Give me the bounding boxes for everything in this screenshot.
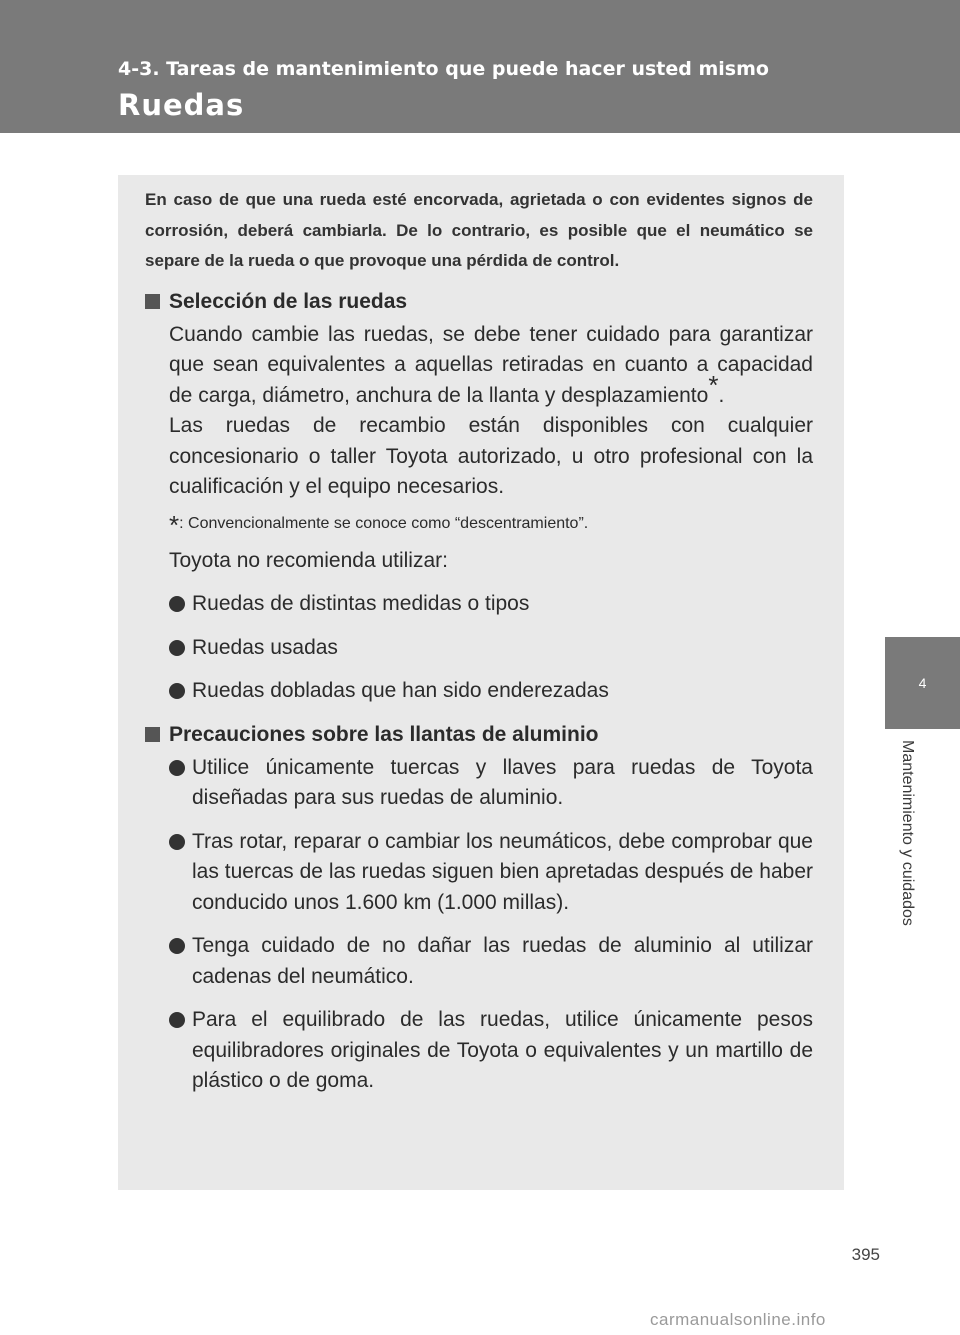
- list-item: Ruedas usadas: [169, 633, 813, 664]
- paragraph-end: .: [718, 383, 725, 407]
- list-item: Tenga cuidado de no dañar las ruedas de aluminio al utilizar cadenas del neumático.: [169, 931, 813, 992]
- circle-bullet-icon: [169, 683, 185, 699]
- asterisk-marker: *: [708, 369, 719, 400]
- watermark: carmanualsonline.info: [650, 1310, 826, 1329]
- section-heading-text: Precauciones sobre las llantas de aluminio: [169, 722, 599, 746]
- section-heading-wheel-selection: [145, 287, 813, 317]
- circle-bullet-icon: [169, 834, 185, 850]
- circle-bullet-icon: [169, 938, 185, 954]
- section-heading-aluminum-wheels: [145, 720, 813, 750]
- footnote-text: : Convencionalmente se conoce como “descentramiento”.: [179, 514, 589, 532]
- list-item: Ruedas dobladas que han sido enderezadas: [169, 676, 813, 707]
- chapter-tab: [885, 637, 960, 729]
- list-item: Utilice únicamente tuercas y llaves para ruedas de Toyota diseñadas para sus ruedas de aluminio.: [169, 753, 813, 814]
- list-intro: Toyota no recomienda utilizar:: [169, 548, 448, 572]
- circle-bullet-icon: [169, 1012, 185, 1028]
- content-box: [118, 175, 844, 1190]
- paragraph-wheel-equivalence: [169, 320, 813, 412]
- section-label: 4-3. Tareas de mantenimiento que puede hacer usted mismo: [118, 58, 769, 80]
- circle-bullet-icon: [169, 760, 185, 776]
- chapter-label: Mantenimiento y cuidados: [899, 740, 916, 926]
- not-recommended-list: [169, 589, 813, 707]
- page-title: Ruedas: [118, 88, 245, 122]
- list-item: Tras rotar, reparar o cambiar los neumáticos, debe comprobar que las tuercas de las ruedas siguen bien apretadas después de haber conducido unos 1.600 km (1.000 millas).: [169, 827, 813, 919]
- paragraph-text: Cuando cambie las ruedas, se debe tener cuidado para garantizar que sean equivalentes a aquellas retiradas en cuanto a capacidad de carga, diámetro, anchura de la llanta y desplazamiento: [169, 322, 813, 407]
- circle-bullet-icon: [169, 596, 185, 612]
- footnote-marker: *: [169, 509, 180, 540]
- list-item: Ruedas de distintas medidas o tipos: [169, 589, 813, 620]
- square-bullet-icon: [145, 727, 160, 742]
- page-header: [0, 0, 960, 133]
- list-item: Para el equilibrado de las ruedas, utilice únicamente pesos equilibradores originales de Toyota o equivalentes y un martillo de plástico o de goma.: [169, 1005, 813, 1097]
- chapter-number: 4: [918, 675, 927, 691]
- page-number: 395: [851, 1245, 880, 1264]
- circle-bullet-icon: [169, 640, 185, 656]
- square-bullet-icon: [145, 294, 160, 309]
- intro-warning: En caso de que una rueda esté encorvada, agrietada o con evidentes signos de corrosión, deberá cambiarla. De lo contrario, es posible que el neumático se separe de la rueda o que provoque una pérdida de control.: [145, 190, 813, 270]
- aluminum-precautions-list: [169, 753, 813, 1097]
- paragraph-replacement-availability: Las ruedas de recambio están disponibles con cualquier concesionario o taller Toyota autorizado, u otro profesional con la cualificación y el equipo necesarios.: [169, 414, 813, 498]
- section-heading-text: Selección de las ruedas: [169, 289, 408, 313]
- footnote: [169, 509, 813, 540]
